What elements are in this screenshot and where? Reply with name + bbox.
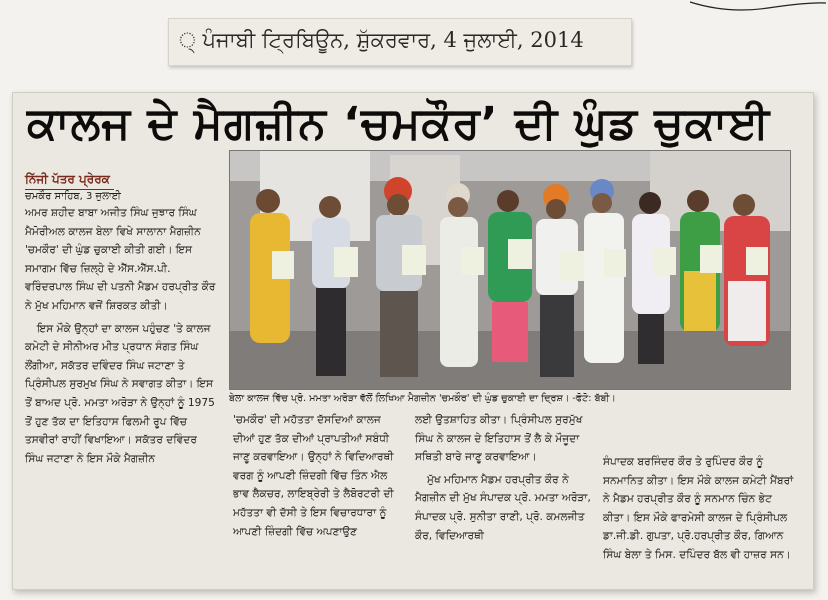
column-3-para-1: ਲਈ ਉਤਸ਼ਾਹਿਤ ਕੀਤਾ। ਪ੍ਰਿੰਸੀਪਲ ਸੁਰਮੁੱਖ ਸਿੰਘ ਨੇ ਕਾਲਜ ਦੇ ਇਤਿਹਾਸ ਤੋਂ ਲੈ ਕੇ ਮੌਜੂਦਾ ਸਥਿਤੀ ਬਾਰੇ ਜਾਣੂ ਕਰਵਾਇਆ। <box>415 414 583 464</box>
newspaper-clipping <box>12 92 814 590</box>
event-photo <box>229 150 791 390</box>
masthead-dateline <box>168 18 632 66</box>
column-3-para-2: ਮੁੱਖ ਮਹਿਮਾਨ ਮੈਡਮ ਹਰਪ੍ਰੀਤ ਕੌਰ ਨੇ ਮੈਗਜ਼ੀਨ ਦੀ ਮੁੱਖ ਸੰਪਾਦਕ ਪ੍ਰੋ. ਮਮਤਾ ਅਰੋੜਾ, ਸੰਪਾਦਕ ਪ੍ਰੋ. ਸੁਨੀਤਾ ਰਾਣੀ, ਪ੍ਰੋ. ਕਮਲਜੀਤ ਕੌਰ, ਵਿਦਿਆਰਥੀ <box>415 473 591 542</box>
pen-scribble <box>688 0 828 20</box>
column-2-para: 'ਚਮਕੌਰ' ਦੀ ਮਹੱਤਤਾ ਦੱਸਦਿਆਂ ਕਾਲਜ ਦੀਆਂ ਹੁਣ ਤੱਕ ਦੀਆਂ ਪ੍ਰਾਪਤੀਆਂ ਸਬੰਧੀ ਜਾਣੂ ਕਰਵਾਇਆ। ਉਨ੍ਹਾਂ ਨੇ ਵਿਦਿਆਰਥੀ ਵਰਗ ਨੂੰ ਆਪਣੀ ਜ਼ਿੰਦਗੀ ਵਿੱਚ ਤਿੰਨ ਐਲ ਭਾਵ ਲੈਕਚਰ, ਲਾਇਬ੍ਰੇਰੀ ਤੇ ਲੈਬੋਰਟਰੀ ਦੀ ਮਹੱਤਤਾ ਵੀ ਦੱਸੀ ਤੇ ਇਸ ਵਿਚਾਰਧਾਰਾ ਨੂੰ ਆਪਣੀ ਜ਼ਿੰਦਗੀ ਵਿੱਚ ਅਪਣਾਉਣ <box>233 414 394 538</box>
headline: ਕਾਲਜ ਦੇ ਮੈਗਜ਼ੀਨ ‘ਚਮਕੌਰ’ ਦੀ ਘੁੰਡ ਚੁਕਾਈ <box>27 98 771 149</box>
column-1 <box>25 169 217 468</box>
dateline-place: ਚਮਕੌਰ ਸਾਹਿਬ, 3 ਜੁਲਾਈ <box>25 191 121 202</box>
column-1-para-2: ਇਸ ਮੌਕੇ ਉਨ੍ਹਾਂ ਦਾ ਕਾਲਜ ਪਹੁੰਚਣ 'ਤੇ ਕਾਲਜ ਕਮੇਟੀ ਦੇ ਸੀਨੀਅਰ ਮੀਤ ਪ੍ਰਧਾਨ ਸੰਗਤ ਸਿੰਘ ਲੌਂਗੀਆ, ਸਕੱਤਰ ਦਵਿੰਦਰ ਸਿੰਘ ਜਟਾਣਾ ਤੇ ਪ੍ਰਿੰਸੀਪਲ ਸੁਰਮੁਖ ਸਿੰਘ ਨੇ ਸਵਾਗਤ ਕੀਤਾ। ਇਸ ਤੋਂ ਬਾਅਦ ਪ੍ਰੋ. ਮਮਤਾ ਅਰੋੜਾ ਨੇ ਉਨ੍ਹਾਂ ਨੂੰ 1975 ਤੋਂ ਹੁਣ ਤੱਕ ਦਾ ਇਤਿਹਾਸ ਫਿਲਮੀ ਰੂਪ ਵਿੱਚ ਤਸਵੀਰਾਂ ਰਾਹੀਂ ਵਿਖਾਇਆ। ਸਕੱਤਰ ਦਵਿੰਦਰ ਸਿੰਘ ਜਟਾਣਾ ਨੇ ਇਸ ਮੌਕੇ ਮੈਗਜ਼ੀਨ <box>25 322 215 465</box>
byline: ਨਿੱਜੀ ਪੱਤਰ ਪ੍ਰੇਰਕ <box>25 169 114 190</box>
column-3 <box>415 411 595 545</box>
column-1-para-1: ਅਮਰ ਸ਼ਹੀਦ ਬਾਬਾ ਅਜੀਤ ਸਿੰਘ ਜੁਝਾਰ ਸਿੰਘ ਮੈਮੋਰੀਅਲ ਕਾਲਜ ਬੇਲਾ ਵਿਖੇ ਸਾਲਾਨਾ ਮੈਗਜ਼ੀਨ 'ਚਮਕੌਰ' ਦੀ ਘੁੰਡ ਚੁਕਾਈ ਕੀਤੀ ਗਈ। ਇਸ ਸਮਾਗਮ ਵਿੱਚ ਜ਼ਿਲ੍ਹੇ ਦੇ ਐੱਸ.ਐੱਸ.ਪੀ. ਵਰਿੰਦਰਪਾਲ ਸਿੰਘ ਦੀ ਪਤਨੀ ਮੈਡਮ ਹਰਪ੍ਰੀਤ ਕੌਰ ਨੇ ਮੁੱਖ ਮਹਿਮਾਨ ਵਜੋਂ ਸ਼ਿਰਕਤ ਕੀਤੀ। <box>25 207 216 312</box>
column-4-para: ਸੰਪਾਦਕ ਬਰਜਿੰਦਰ ਕੌਰ ਤੇ ਰੁਪਿੰਦਰ ਕੌਰ ਨੂੰ ਸਨਮਾਨਿਤ ਕੀਤਾ। ਇਸ ਮੌਕੇ ਕਾਲਜ ਕਮੇਟੀ ਮੈਂਬਰਾਂ ਨੇ ਮੈਡਮ ਹਰਪ੍ਰੀਤ ਕੌਰ ਨੂੰ ਸਨਮਾਨ ਚਿੰਨ ਭੇਟ ਕੀਤਾ। ਇਸ ਮੌਕੇ ਫਾਰਮੇਸੀ ਕਾਲਜ ਦੇ ਪ੍ਰਿੰਸੀਪਲ ਡਾ.ਜੀ.ਡੀ. ਗੁਪਤਾ, ਪ੍ਰੋ.ਹਰਪ੍ਰੀਤ ਕੌਰ, ਗਿਆਨ ਸਿੰਘ ਬੇਲਾ ਤੇ ਮਿਸ. ਦਪਿੰਦਰ ਬੱਲ ਵੀ ਹਾਜ਼ਰ ਸਨ। <box>603 456 794 561</box>
photo-caption: ਬੇਲਾ ਕਾਲਜ ਵਿੱਚ ਪ੍ਰੋ. ਮਮਤਾ ਅਰੋੜਾ ਵੱਲੋਂ ਲਿਖਿਆ ਮੈਗਜ਼ੀਨ 'ਚਮਕੌਰ' ਦੀ ਘੁੰਡ ਚੁਕਾਈ ਦਾ ਦ੍ਰਿਸ਼। -ਫੋਟੋ: ਬੱਬੀ। <box>229 393 616 404</box>
column-2 <box>233 411 403 541</box>
column-4 <box>603 453 799 565</box>
dateline-text: ੍‌ ਪੰਜਾਬੀ ਟ੍ਰਿਬਿਊਨ, ਸ਼ੁੱਕਰਵਾਰ, 4 ਜੁਲਾਈ, 2014 <box>179 28 584 52</box>
